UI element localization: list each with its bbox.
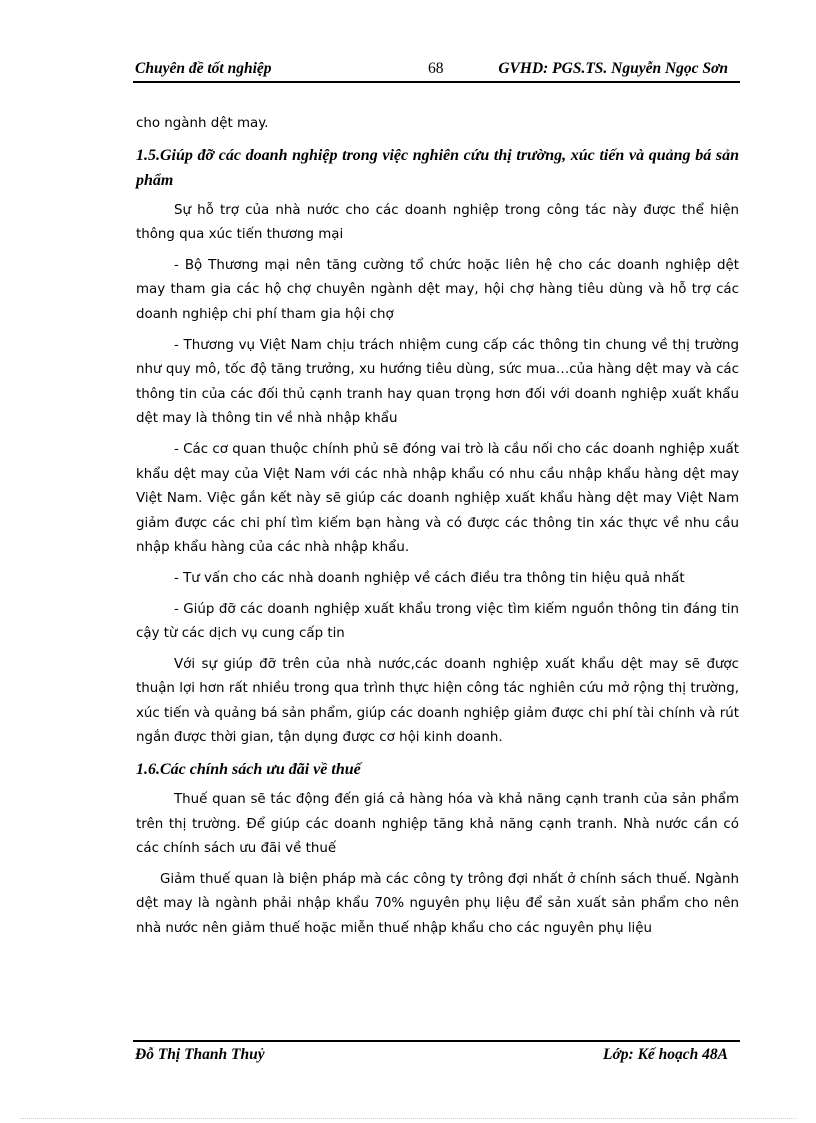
page-footer	[135, 1046, 740, 1066]
section-heading-1-5: 1.5.Giúp đỡ các doanh nghiệp trong việc nghiên cứu thị trường, xúc tiến và quảng bá sản phẩm	[136, 146, 739, 189]
header-supervisor: GVHD: PGS.TS. Nguyễn Ngọc Sơn	[498, 60, 728, 77]
page-header	[135, 60, 740, 80]
bullet-paragraph: - Thương vụ Việt Nam chịu trách nhiệm cung cấp các thông tin chung về thị trường như quy mô, tốc độ tăng trưởng, xu hướng tiêu dùng, sức mua…của hàng dệt may và các thông tin của các đối thủ cạnh tranh hay quan trọng hơn đối với doanh nghiệp xuất khẩu dệt may là thông tin về nhà nhập khẩu	[136, 337, 739, 427]
paragraph-continuation: cho ngành dệt may.	[136, 116, 269, 131]
page-number: 68	[428, 60, 444, 77]
paragraph: Giảm thuế quan là biện pháp mà các công ty trông đợi nhất ở chính sách thuế. Ngành dệt may là ngành phải nhập khẩu 70% nguyên phụ liệu để sản xuất sản phẩm cho nên nhà nước nên giảm thuế hoặc miễn thuế nhập khẩu cho các nguyên phụ liệu	[136, 871, 739, 937]
footer-class: Lớp: Kế hoạch 48A	[603, 1046, 728, 1063]
header-rule	[133, 81, 740, 83]
bullet-paragraph: - Tư vấn cho các nhà doanh nghiệp về cách điều tra thông tin hiệu quả nhất	[174, 570, 685, 586]
page-edge-divider	[20, 1118, 796, 1119]
footer-author: Đỗ Thị Thanh Thuỷ	[135, 1046, 265, 1063]
paragraph: Thuế quan sẽ tác động đến giá cả hàng hóa và khả năng cạnh tranh của sản phẩm trên thị trường. Để giúp các doanh nghiệp tăng khả năng cạnh tranh. Nhà nước cần có các chính sách ưu đãi về thuế	[136, 792, 739, 857]
paragraph: Sự hỗ trợ của nhà nước cho các doanh nghiệp trong công tác này được thể hiện thông qua xúc tiến thương mại	[136, 202, 739, 243]
bullet-paragraph: - Bộ Thương mại nên tăng cường tổ chức hoặc liên hệ cho các doanh nghiệp dệt may tham gia các hộ chợ chuyên ngành dệt may, hội chợ hàng tiêu dùng và hỗ trợ các doanh nghiệp chi phí tham gia hội chợ	[136, 257, 739, 322]
section-heading-1-6: 1.6.Các chính sách ưu đãi về thuế	[136, 761, 361, 779]
footer-rule	[133, 1040, 740, 1042]
paragraph: Với sự giúp đỡ trên của nhà nước,các doanh nghiệp xuất khẩu dệt may sẽ được thuận lợi hơn rất nhiều trong qua trình thực hiện công tác nghiên cứu mở rộng thị trường, xúc tiến và quảng bá sản phẩm, giúp các doanh nghiệp giảm được chi phí tài chính và rút ngắn được thời gian, tận dụng được cơ hội kinh doanh.	[136, 656, 739, 746]
header-title: Chuyên đề tốt nghiệp	[135, 60, 272, 77]
bullet-paragraph: - Các cơ quan thuộc chính phủ sẽ đóng vai trò là cầu nối cho các doanh nghiệp xuất khẩu dệt may của Việt Nam với các nhà nhập khẩu có nhu cầu nhập khẩu hàng dệt may Việt Nam. Việc gắn kết này sẽ giúp các doanh nghiệp xuất khẩu hàng dệt may Việt Nam giảm được các chi phí tìm kiếm bạn hàng và có được các thông tin xác thực về nhu cầu nhập khẩu hàng của các nhà nhập khẩu.	[136, 441, 739, 556]
bullet-paragraph: - Giúp đỡ các doanh nghiệp xuất khẩu trong việc tìm kiếm nguồn thông tin đáng tin cậy từ các dịch vụ cung cấp tin	[136, 601, 739, 642]
body-text	[136, 112, 739, 948]
